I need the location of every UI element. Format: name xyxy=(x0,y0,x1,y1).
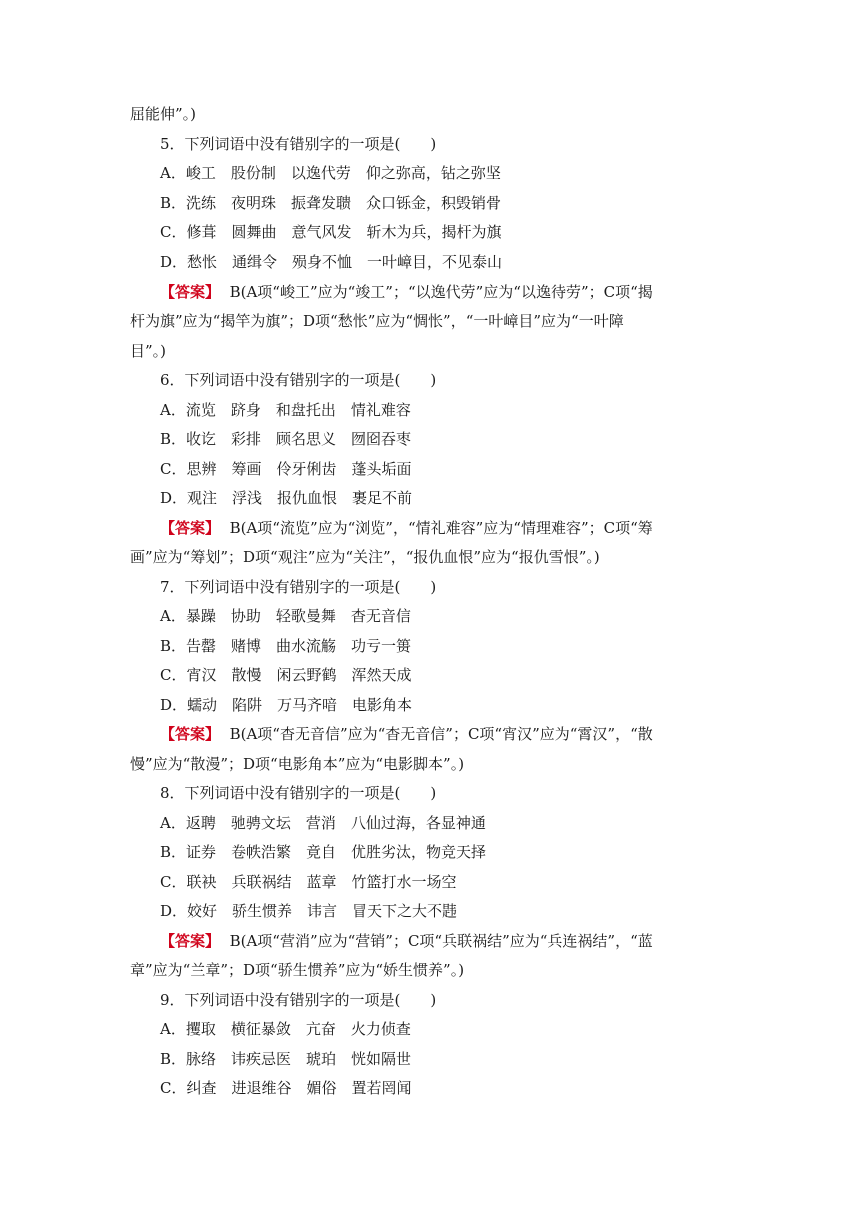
question-8-option-a: A．返聘 驰骋文坛 营消 八仙过海，各显神通 xyxy=(160,814,486,832)
question-5-option-b: B．洗练 夜明珠 振聋发聩 众口铄金，积毁销骨 xyxy=(160,194,502,212)
question-5-option-d: D．愁怅 通缉令 殒身不恤 一叶嶂目，不见泰山 xyxy=(160,253,503,271)
question-7-option-a: A．暴躁 协助 轻歌曼舞 杳无音信 xyxy=(160,607,411,625)
question-7-option-c: C．宵汉 散慢 闲云野鹤 浑然天成 xyxy=(160,666,412,684)
question-8-option-d: D．姣好 骄生惯养 讳言 冒天下之大不韪 xyxy=(160,902,458,920)
question-6-stem: 6．下列词语中没有错别字的一项是( ) xyxy=(160,371,437,389)
question-5-answer-line-2: 杆为旗”应为“揭竿为旗”；D项“愁怅”应为“惆怅”，“一叶嶂目”应为“一叶障 xyxy=(130,312,624,330)
answer-tag: 【答案】 xyxy=(160,725,221,743)
answer-tag: 【答案】 xyxy=(160,519,221,537)
question-5-answer-line-3: 目”。) xyxy=(130,342,167,360)
question-7-answer-line-2: 慢”应为“散漫”；D项“电影角本”应为“电影脚本”。) xyxy=(130,755,465,773)
question-6-answer xyxy=(160,518,762,538)
question-7-option-d: D．蠕动 陷阱 万马齐喑 电影角本 xyxy=(160,696,413,714)
answer-tag: 【答案】 xyxy=(160,283,221,301)
question-6-option-c: C．思辨 筹画 伶牙俐齿 蓬头垢面 xyxy=(160,460,412,478)
question-7-option-b: B．告罄 赌博 曲水流觞 功亏一篑 xyxy=(160,637,412,655)
question-9-option-c: C．纠查 进退维谷 媚俗 置若罔闻 xyxy=(160,1079,412,1097)
answer-line: B(A项“杳无音信”应为“杳无音信”；C项“宵汉”应为“霄汉”，“散 xyxy=(229,725,653,743)
answer-tag: 【答案】 xyxy=(160,932,221,950)
question-7-answer xyxy=(160,724,762,744)
question-6-option-b: B．收讫 彩排 顾名思义 囫囵吞枣 xyxy=(160,430,412,448)
question-8-option-c: C．联袂 兵联祸结 蓝章 竹篮打水一场空 xyxy=(160,873,457,891)
question-5-option-a: A．峻工 股份制 以逸代劳 仰之弥高，钻之弥坚 xyxy=(160,164,501,182)
question-6-option-a: A．流览 跻身 和盘托出 情礼难容 xyxy=(160,401,411,419)
answer-line: B(A项“流览”应为“浏览”，“情礼难容”应为“情理难容”；C项“筹 xyxy=(229,519,653,537)
question-8-stem: 8．下列词语中没有错别字的一项是( ) xyxy=(160,784,437,802)
question-9-option-b: B．脉络 讳疾忌医 琥珀 恍如隔世 xyxy=(160,1050,412,1068)
question-6-option-d: D．观注 浮浅 报仇血恨 裹足不前 xyxy=(160,489,413,507)
answer-line: B(A项“营消”应为“营销”；C项“兵联祸结”应为“兵连祸结”，“蓝 xyxy=(229,932,653,950)
question-6-answer-line-2: 画”应为“筹划”；D项“观注”应为“关注”，“报仇血恨”应为“报仇雪恨”。) xyxy=(130,548,600,566)
intro-tail: 屈能伸”。) xyxy=(130,105,197,123)
question-8-answer-line-2: 章”应为“兰章”；D项“骄生惯养”应为“娇生惯养”。) xyxy=(130,961,465,979)
answer-line: B(A项“峻工”应为“竣工”；“以逸代劳”应为“以逸待劳”；C项“揭 xyxy=(229,283,653,301)
question-8-answer xyxy=(160,931,762,951)
question-5-option-c: C．修葺 圆舞曲 意气风发 斩木为兵，揭杆为旗 xyxy=(160,223,502,241)
question-5-answer xyxy=(160,282,762,302)
question-5-stem: 5．下列词语中没有错别字的一项是( ) xyxy=(160,135,437,153)
question-9-stem: 9．下列词语中没有错别字的一项是( ) xyxy=(160,991,437,1009)
question-9-option-a: A．攫取 横征暴敛 亢奋 火力侦查 xyxy=(160,1020,411,1038)
question-7-stem: 7．下列词语中没有错别字的一项是( ) xyxy=(160,578,437,596)
question-8-option-b: B．证券 卷帙浩繁 竟自 优胜劣汰，物竞天择 xyxy=(160,843,487,861)
